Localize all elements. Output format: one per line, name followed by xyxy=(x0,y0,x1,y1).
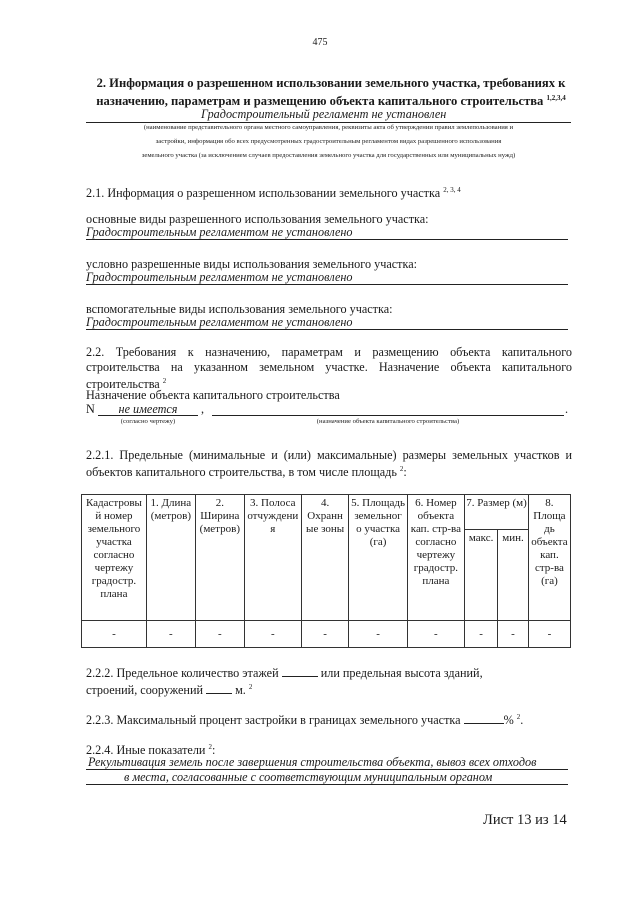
cell-width: - xyxy=(195,621,244,648)
s22-line-1: 2.2. Требования к назначению, параметрам и размещению объекта капитального xyxy=(86,345,572,359)
table-row xyxy=(82,621,571,648)
page-number: 475 xyxy=(312,37,328,48)
purpose-name-period: . xyxy=(565,402,569,416)
s224-value-2: в места, согласованные с соответствующим муниципальным органом xyxy=(124,770,493,784)
purpose-label: Назначение объекта капитального строительства xyxy=(86,388,340,402)
s21-sup: 2, 3, 4 xyxy=(443,186,461,194)
conditional-uses-value: Градостроительным регламентом не установлено xyxy=(86,270,568,285)
n-caption: (согласно чертежу) xyxy=(120,418,176,425)
section-heading-sup: 1,2,3,4 xyxy=(546,94,566,102)
s223-blank xyxy=(464,712,504,724)
s222-unit: м. xyxy=(235,683,246,698)
header-plot-area: 5. Площадь земельног о участка (га) xyxy=(349,495,407,621)
cell-object-area: - xyxy=(528,621,570,648)
regulation-value: Градостроительный регламент не установлен xyxy=(201,107,447,121)
s222-line-1 xyxy=(86,665,483,681)
cell-exclusion-strip: - xyxy=(244,621,301,648)
s224-sup: 2 xyxy=(208,743,212,751)
header-exclusion-strip: 3. Полоса отчуждени я xyxy=(244,495,301,621)
s222-floors-blank xyxy=(282,665,318,677)
table-header-row xyxy=(82,495,571,530)
s224-value-1: Рекультивация земель после завершения строительства объекта, вывоз всех отходов xyxy=(88,755,537,769)
s221-line-1: 2.2.1. Предельные (минимальные и (или) максимальные) размеры земельных участков и xyxy=(86,448,572,462)
conditional-uses-label: условно разрешенные виды использования земельного участка: xyxy=(86,257,418,271)
s221-line-2-text: объектов капитального строительства, в том числе площадь xyxy=(86,465,397,480)
header-size: 7. Размер (м) xyxy=(465,495,529,530)
s222-floors-label: 2.2.2. Предельное количество этажей xyxy=(86,666,279,680)
purpose-name-caption: (назначение объекта капитального строительства) xyxy=(316,418,460,425)
header-width: 2. Ширина (метров) xyxy=(195,495,244,621)
s222-height-blank xyxy=(206,682,232,694)
s21-text: 2.1. Информация о разрешенном использовании земельного участка xyxy=(86,186,441,201)
s223-suffix: % xyxy=(503,713,514,728)
section-heading xyxy=(86,76,576,109)
cell-plot-area: - xyxy=(349,621,407,648)
s22-line-2: строительства на указанном земельном участке. Назначение объекта капитального xyxy=(86,360,572,374)
main-uses-label: основные виды разрешенного использования земельного участка: xyxy=(86,212,429,226)
s222-structures-label: строений, сооружений xyxy=(86,683,203,698)
cell-size-min: - xyxy=(498,621,529,648)
s224-label: 2.2.4. Иные показатели $^2$: xyxy=(86,743,216,758)
n-value: не имеется xyxy=(98,402,198,416)
cell-cadastral: - xyxy=(82,621,147,648)
s223-text: 2.2.3. Максимальный процент застройки в границах земельного участка xyxy=(86,713,461,728)
s224-value-line-2 xyxy=(86,770,568,785)
auxiliary-uses-value: Градостроительным регламентом не установлено xyxy=(86,315,568,330)
regulation-caption-2: застройки, информация обо всех предусмотренных градостроительным регламентом видах разрешенного использования xyxy=(155,138,502,145)
s221-line-2: объектов капитального строительства, в том числе площадь $^2$: xyxy=(86,465,407,480)
n-comma: , xyxy=(201,402,205,416)
regulation-caption-3: земельного участка (за исключением случаев предоставления земельного участка для государственных или муниципальных нужд) xyxy=(141,152,516,159)
main-uses-value: Градостроительным регламентом не установлено xyxy=(86,225,568,240)
cell-object-number: - xyxy=(407,621,464,648)
sheet-footer: Лист 13 из 14 xyxy=(483,812,567,828)
auxiliary-uses-label: вспомогательные виды использования земельного участка: xyxy=(86,302,393,316)
s224-label-text: 2.2.4. Иные показатели xyxy=(86,743,206,758)
header-length: 1. Длина (метров) xyxy=(146,495,195,621)
n-label: N xyxy=(86,402,95,416)
s222-sup: 2 xyxy=(248,683,253,691)
header-object-area: 8. Площа дь объекта кап. стр-ва (га) xyxy=(528,495,570,621)
s224-value-line-1 xyxy=(86,755,568,770)
cell-size-max: - xyxy=(465,621,498,648)
header-object-number: 6. Номер объекта кап. стр-ва согласно чертежу градостр. плана xyxy=(407,495,464,621)
s223-line: 2.2.3. Максимальный процент застройки в границах земельного участка % $^2$. xyxy=(86,713,524,728)
section-heading-text: 2. Информация о разрешенном использовании земельного участка, требованиях к назначению, параметрам и размещению объекта капитального строительства xyxy=(96,76,566,109)
regulation-line xyxy=(86,108,571,123)
parameters-table xyxy=(81,494,571,648)
s222-line-2 xyxy=(86,680,252,698)
header-size-min: мин. xyxy=(498,530,529,621)
s221-sup: 2 xyxy=(399,465,404,473)
s22-sup: 2 xyxy=(162,377,167,385)
s21-heading xyxy=(86,183,576,201)
cell-protection-zones: - xyxy=(301,621,349,648)
header-cadastral: Кадастровы й номер земельного участка согласно чертежу градостр. плана xyxy=(82,495,147,621)
s222-height-label: или предельная высота зданий, xyxy=(320,666,483,680)
header-size-max: макс. xyxy=(465,530,498,621)
regulation-caption-1: (наименование представительного органа местного самоуправления, реквизиты акта об утверждении правил землепользования и xyxy=(143,124,514,131)
cell-length: - xyxy=(146,621,195,648)
purpose-name-line xyxy=(212,402,564,416)
s22-line-3-text: строительства xyxy=(86,377,160,392)
s223-sup: 2 xyxy=(516,713,521,721)
header-protection-zones: 4. Охранн ые зоны xyxy=(301,495,349,621)
